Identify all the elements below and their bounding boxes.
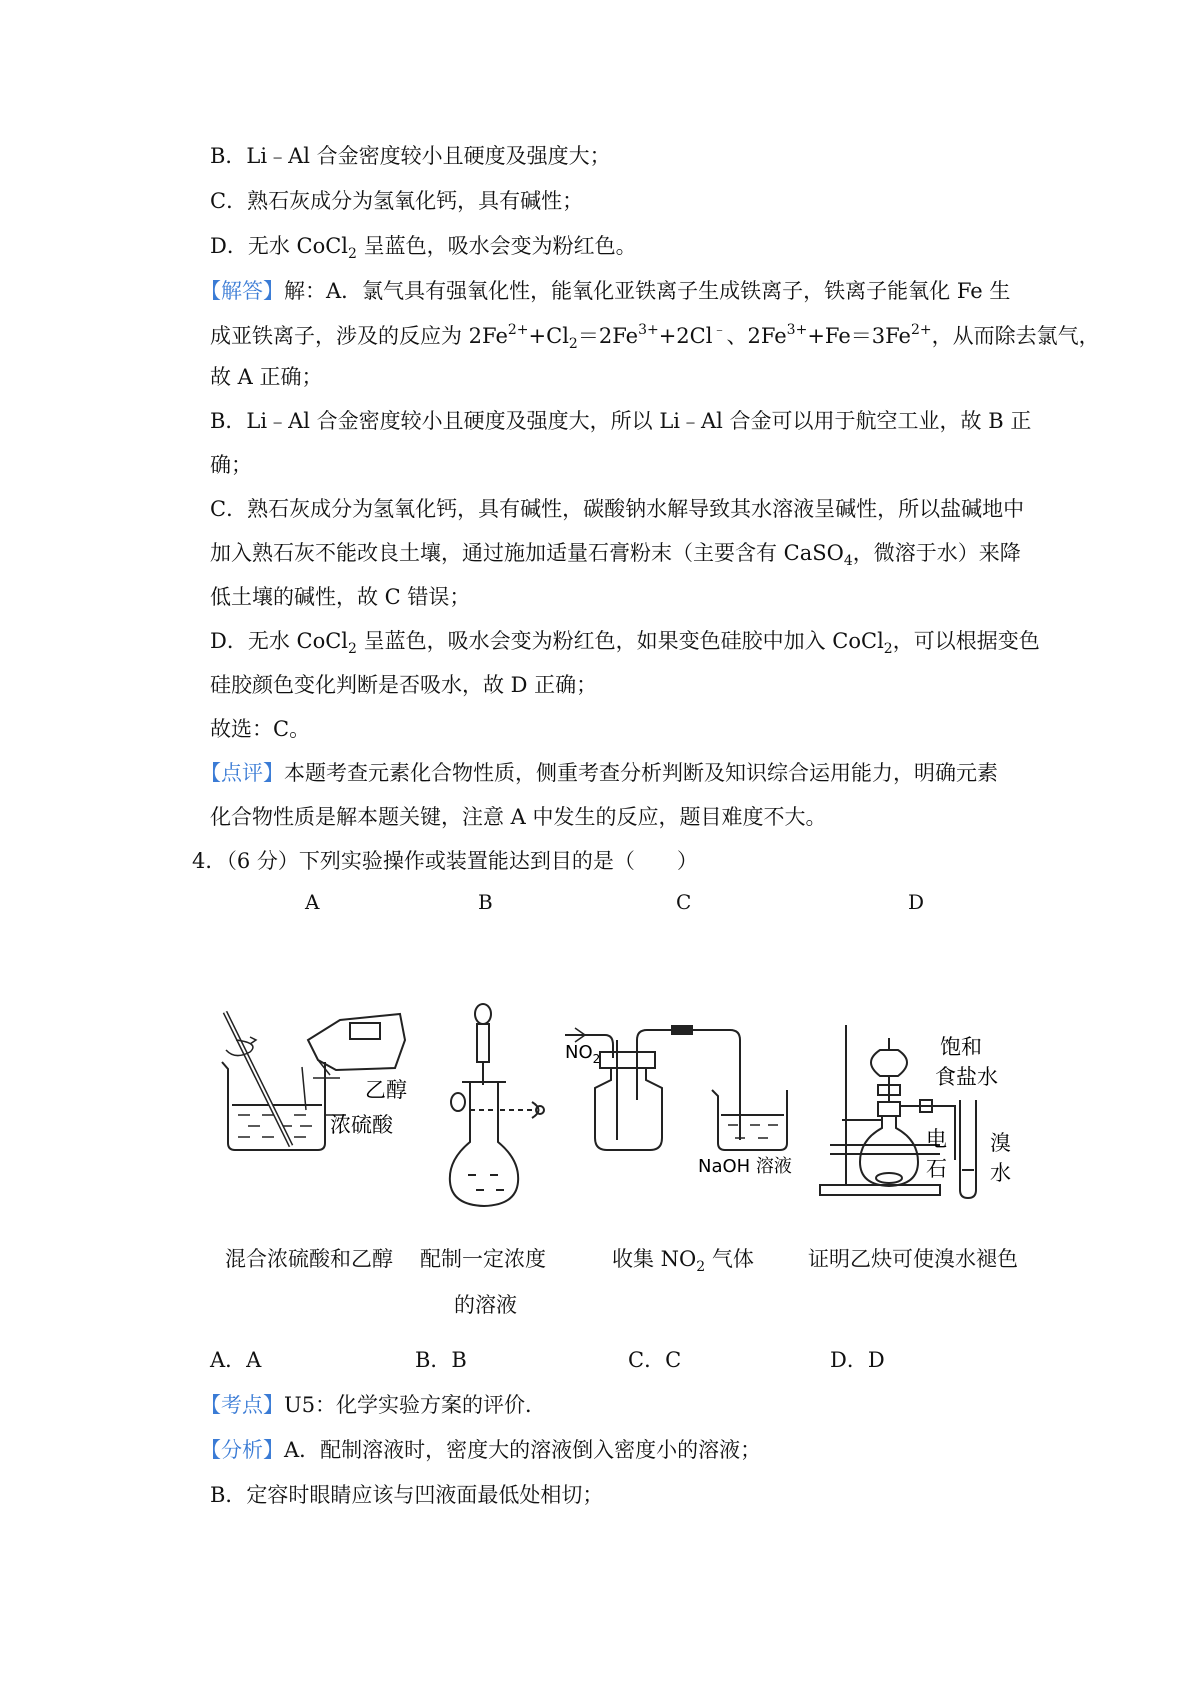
label-conc-h2so4: 浓硫酸 — [330, 1113, 393, 1137]
text-line: 硅胶颜色变化判断是否吸水，故 D 正确； — [210, 673, 598, 697]
text-line: C．熟石灰成分为氢氧化钙，具有碱性，碳酸钠水解导致其水溶液呈碱性，所以盐碱地中 — [210, 497, 1025, 521]
answer-tag: 【解答】 — [200, 279, 284, 303]
fenxi-line: 【分析】A．配制溶液时，密度大的溶液倒入密度小的溶液； — [200, 1438, 762, 1462]
apparatus-b — [450, 1004, 544, 1206]
label-carbide-2: 石 — [926, 1157, 947, 1181]
review-tag: 【点评】 — [200, 761, 284, 785]
caption-b-1: 配制一定浓度 — [420, 1247, 546, 1271]
label-ethanol: 乙醇 — [365, 1078, 407, 1102]
label-no2: $NO_2$ — [565, 1042, 601, 1066]
text-line: B．Li﹣Al 合金密度较小且硬度及强度大； — [210, 144, 611, 168]
figure-letter-d: D — [908, 890, 925, 914]
text-line: 化合物性质是解本题关键，注意 A 中发生的反应，题目难度不大。 — [210, 805, 827, 829]
caption-d: 证明乙炔可使溴水褪色 — [808, 1247, 1018, 1271]
text-line: 加入熟石灰不能改良土壤，通过施加适量石膏粉末（主要含有 CaSO$_4$，微溶于水）来降 — [210, 541, 1021, 569]
caption-b-2: 的溶液 — [454, 1293, 517, 1317]
kaodian-line: 【考点】U5：化学实验方案的评价． — [200, 1393, 547, 1417]
review-line: 【点评】本题考查元素化合物性质，侧重考查分析判断及知识综合运用能力，明确元素 — [200, 761, 998, 785]
choice-a: A．A — [210, 1348, 262, 1372]
choice-b: B．B — [415, 1348, 467, 1372]
apparatus-c — [565, 1026, 787, 1150]
caption-a: 混合浓硫酸和乙醇 — [225, 1247, 393, 1271]
label-carbide-1: 电 — [926, 1127, 947, 1151]
label-bromine-2: 水 — [990, 1161, 1011, 1185]
choice-c: C．C — [628, 1348, 682, 1372]
kaodian-tag: 【考点】 — [200, 1393, 284, 1417]
question-4: 4．（6 分）下列实验操作或装置能达到目的是（ ） — [192, 849, 698, 873]
figure-letter-b: B — [478, 890, 493, 914]
text-line: D．无水 CoCl$_2$ 呈蓝色，吸水会变为粉红色，如果变色硅胶中加入 CoCl$_2$，可以根据变色 — [210, 629, 1040, 657]
text-line: 确； — [210, 453, 252, 477]
text-line: 低土壤的碱性，故 C 错误； — [210, 585, 471, 609]
text-line: C．熟石灰成分为氢氧化钙，具有碱性； — [210, 189, 584, 213]
label-bromine-1: 溴 — [990, 1131, 1011, 1155]
text-line: 故 A 正确； — [210, 365, 323, 389]
label-saturated: 饱和 — [940, 1035, 982, 1059]
figure-letter-a: A — [305, 890, 320, 914]
choice-d: D．D — [830, 1348, 885, 1372]
caption-c: 收集 $NO_2$ 气体 — [612, 1247, 754, 1275]
answer-line: 【解答】解：A．氯气具有强氧化性，能氧化亚铁离子生成铁离子，铁离子能氧化 Fe 生 — [200, 279, 1011, 303]
text-line: 故选：C。 — [210, 717, 311, 741]
figure-letter-c: C — [676, 890, 692, 914]
text-line: B．Li﹣Al 合金密度较小且硬度及强度大，所以 Li﹣Al 合金可以用于航空工业，故 B 正 — [210, 409, 1032, 433]
label-naoh-solution: NaOH 溶液 — [698, 1156, 792, 1177]
fenxi-tag: 【分析】 — [200, 1438, 284, 1462]
text-line: B．定容时眼睛应该与凹液面最低处相切； — [210, 1483, 604, 1507]
label-brine: 食盐水 — [935, 1065, 998, 1089]
text-line: 成亚铁离子，涉及的反应为 $2Fe^{2+}+Cl_2=2Fe^{3+}+2Cl^﹣$、$2Fe^{3+}+Fe=3Fe^{2+}$，从而除去氯气， — [210, 322, 1100, 352]
text-line: D．无水 CoCl$_2$ 呈蓝色，吸水会变为粉红色。 — [210, 234, 637, 262]
